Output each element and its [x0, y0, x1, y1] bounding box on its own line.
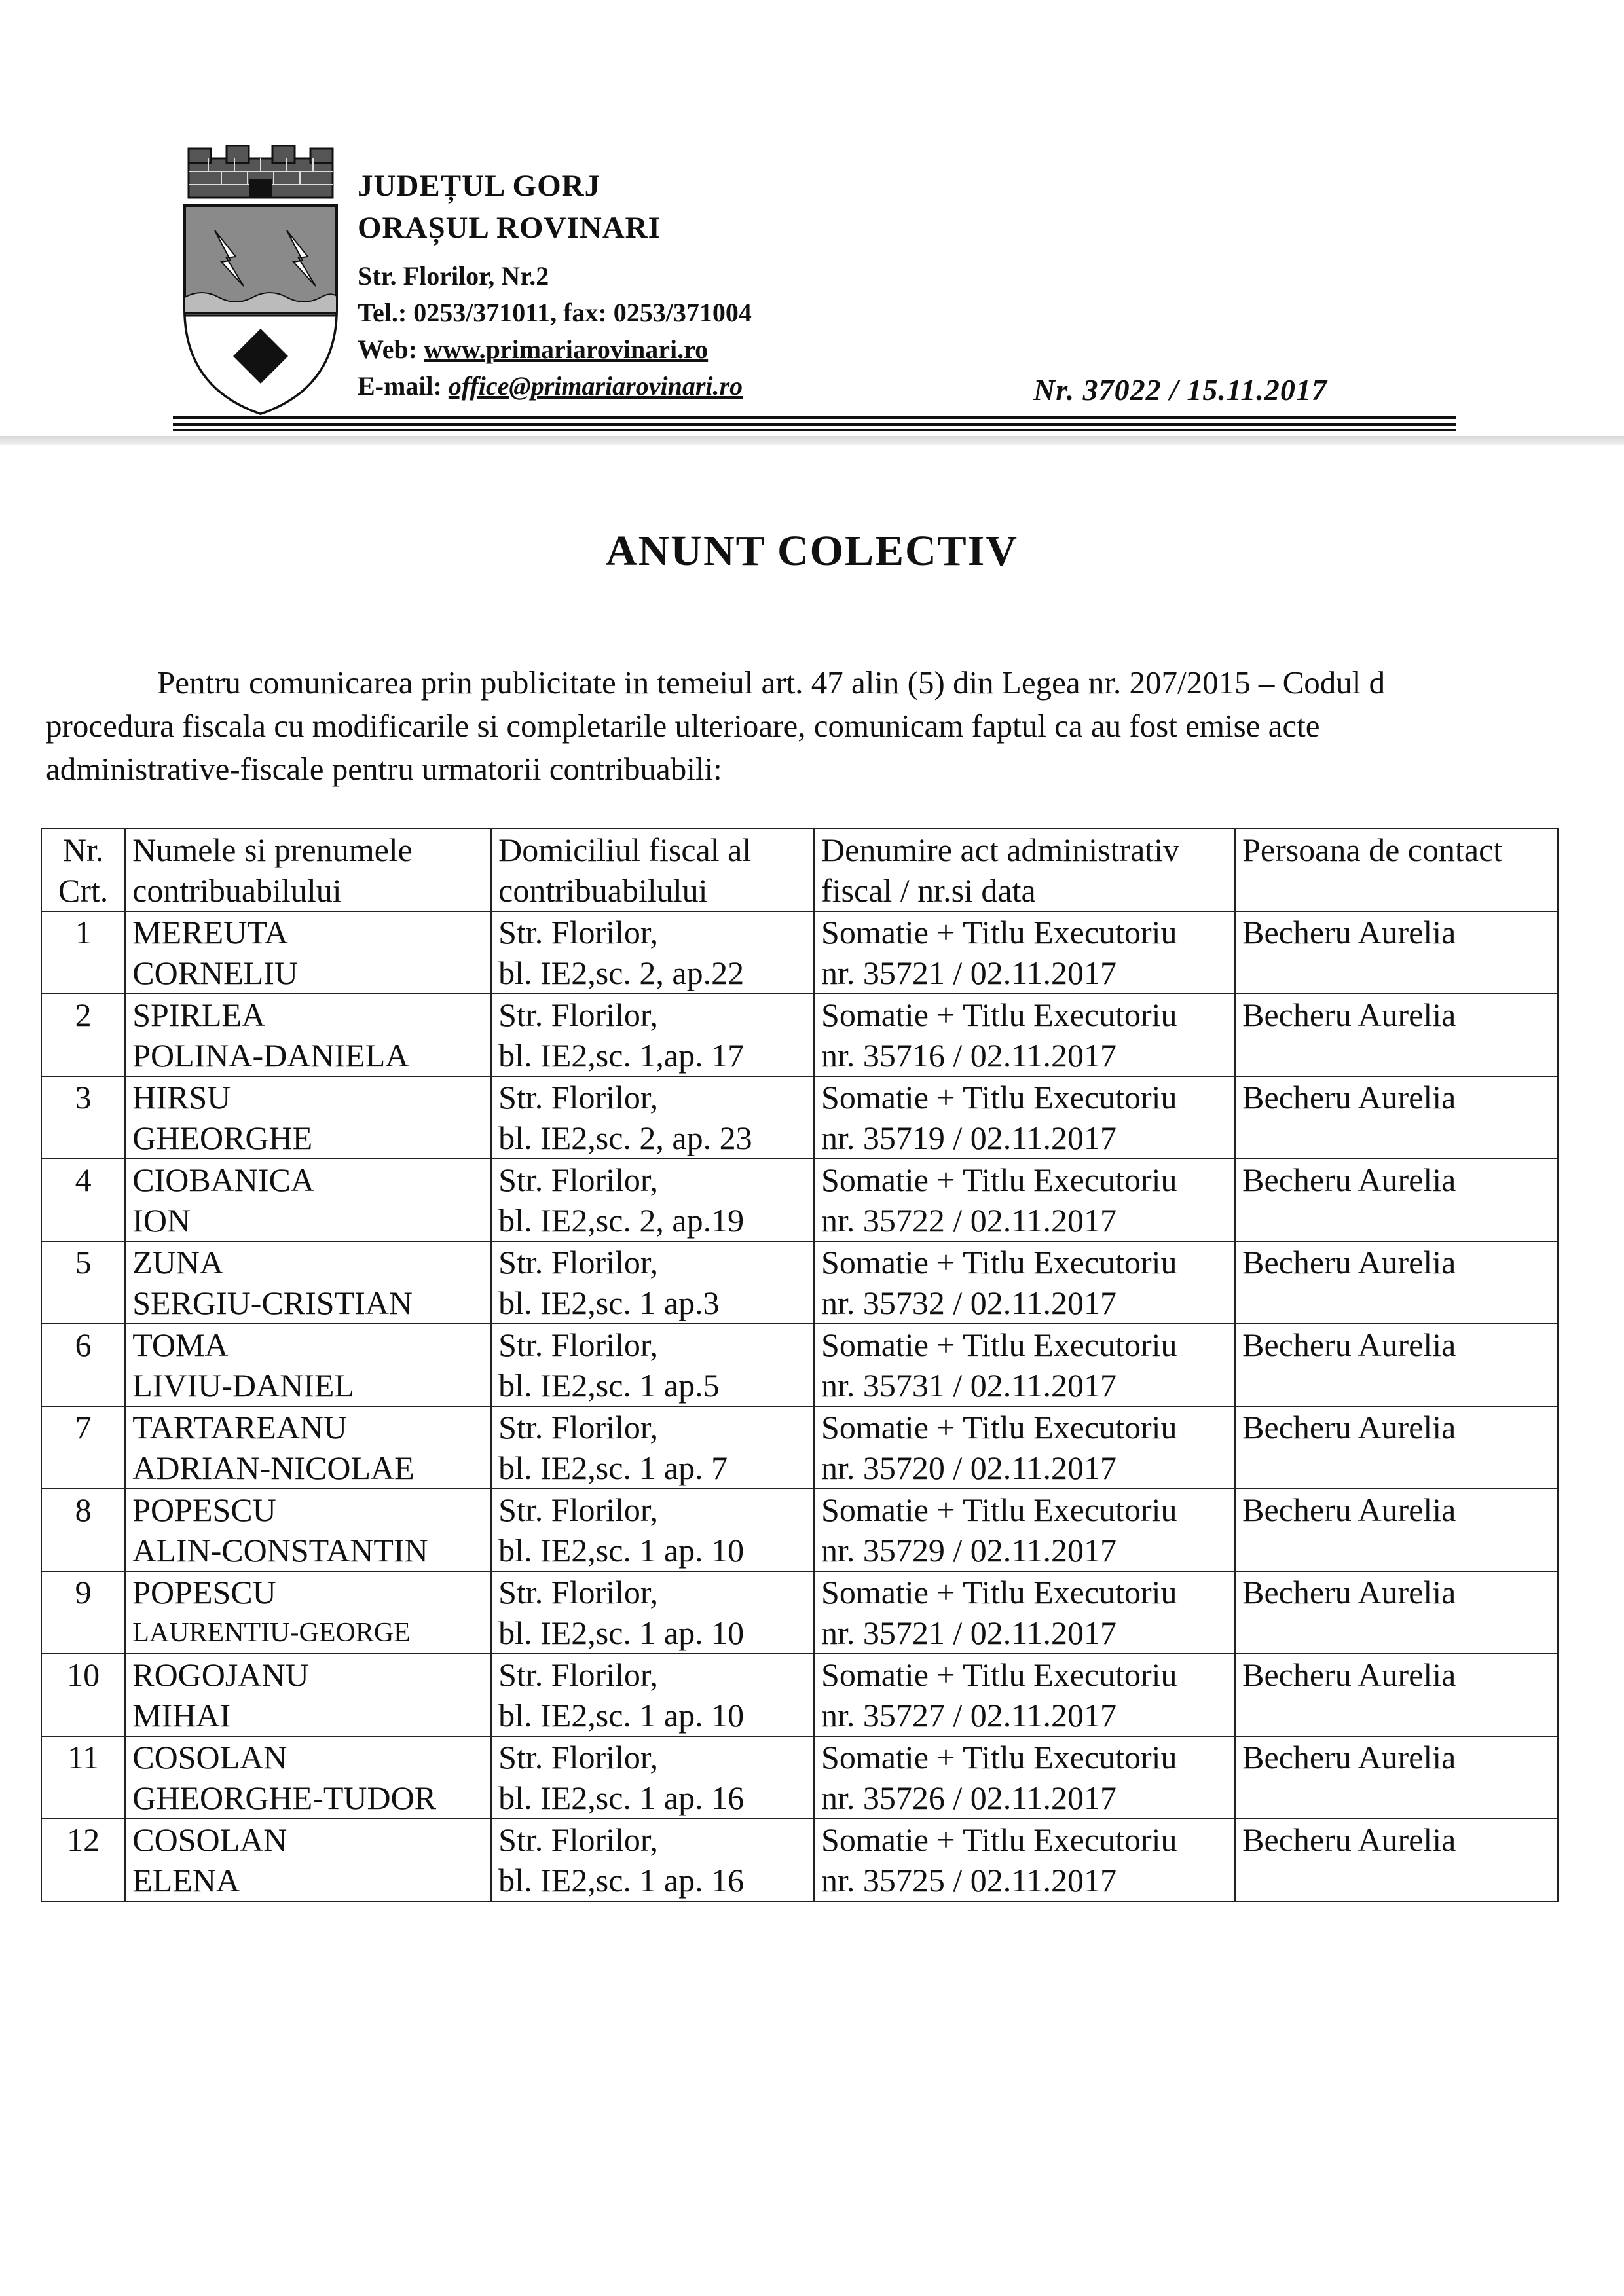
contributor-name-text: COSOLAN — [132, 1739, 287, 1776]
contributor-name-text: POPESCU — [132, 1574, 276, 1611]
contact-person-text: Becheru Aurelia — [1242, 1656, 1456, 1693]
coat-of-arms-icon — [175, 145, 346, 420]
header-domicile — [491, 829, 814, 911]
administrative-act-text: Somatie + Titlu Executoriu — [821, 1491, 1177, 1528]
fiscal-domicile-text: bl. IE2,sc. 1,ap. 17 — [498, 1037, 745, 1074]
header-label: contribuabilului — [498, 872, 708, 909]
fiscal-domicile-text: Str. Florilor, — [498, 996, 659, 1033]
intro-line: Pentru comunicarea prin publicitate in temeiul art. 47 alin (5) din Legea nr. 207/2015 – Codul d — [157, 665, 1386, 701]
fiscal-domicile — [491, 1159, 814, 1241]
row-number-text: 3 — [75, 1079, 92, 1116]
contributor-name — [125, 1159, 491, 1241]
contributor-name-text: ALIN-CONSTANTIN — [132, 1532, 428, 1569]
fiscal-domicile — [491, 1819, 814, 1901]
contact-person — [1235, 911, 1558, 994]
administrative-act-text: Somatie + Titlu Executoriu — [821, 914, 1177, 951]
administrative-act-text: nr. 35732 / 02.11.2017 — [821, 1285, 1116, 1321]
administrative-act-text: Somatie + Titlu Executoriu — [821, 1244, 1177, 1281]
contributor-name-text: POLINA-DANIELA — [132, 1037, 409, 1074]
contributor-name-text: ION — [132, 1202, 191, 1239]
contributor-name-text: MIHAI — [132, 1697, 231, 1734]
header-label: Domiciliul fiscal al — [498, 831, 752, 868]
email-link[interactable]: office@primariarovinari.ro — [448, 371, 743, 401]
header-divider — [173, 429, 1456, 431]
header-contact — [1235, 829, 1558, 911]
contributor-name — [125, 1406, 491, 1489]
fiscal-domicile-text: bl. IE2,sc. 1 ap. 7 — [498, 1449, 728, 1486]
contact-person — [1235, 1489, 1558, 1571]
county-name: JUDEȚUL GORJ — [358, 169, 601, 203]
fiscal-domicile-text: bl. IE2,sc. 2, ap. 23 — [498, 1120, 752, 1156]
row-number — [41, 911, 125, 994]
contributor-name-text: SPIRLEA — [132, 996, 266, 1033]
administrative-act — [814, 1654, 1235, 1736]
contact-person — [1235, 1324, 1558, 1406]
header-label: Persoana de contact — [1242, 831, 1503, 868]
table-row — [41, 994, 1558, 1076]
page-title: ANUNT COLECTIV — [605, 527, 1019, 575]
fiscal-domicile-text: bl. IE2,sc. 1 ap. 16 — [498, 1779, 745, 1816]
table-row — [41, 1159, 1558, 1241]
row-number-text: 10 — [67, 1656, 100, 1693]
administrative-act — [814, 911, 1235, 994]
contributor-name — [125, 1736, 491, 1819]
contributor-name-text: COSOLAN — [132, 1821, 287, 1858]
contributor-name-text: TARTAREANU — [132, 1409, 348, 1446]
administrative-act-text: nr. 35720 / 02.11.2017 — [821, 1449, 1116, 1486]
intro-line: administrative-fiscale pentru urmatorii contribuabili: — [46, 751, 722, 787]
table-row — [41, 1406, 1558, 1489]
header-label: Denumire act administrativ — [821, 831, 1180, 868]
administrative-act-text: nr. 35729 / 02.11.2017 — [821, 1532, 1116, 1569]
row-number-text: 4 — [75, 1161, 92, 1198]
administrative-act-text: Somatie + Titlu Executoriu — [821, 996, 1177, 1033]
administrative-act-text: nr. 35721 / 02.11.2017 — [821, 955, 1116, 991]
contact-person-text: Becheru Aurelia — [1242, 1409, 1456, 1446]
town-name: ORAȘUL ROVINARI — [358, 211, 661, 245]
administrative-act — [814, 1076, 1235, 1159]
header-label: Numele si prenumele — [132, 831, 413, 868]
administrative-act-text: Somatie + Titlu Executoriu — [821, 1161, 1177, 1198]
fiscal-domicile — [491, 1489, 814, 1571]
institution-header — [358, 165, 1471, 405]
contributor-name-text: POPESCU — [132, 1491, 276, 1528]
fiscal-domicile-text: bl. IE2,sc. 1 ap. 10 — [498, 1532, 745, 1569]
row-number — [41, 994, 125, 1076]
contributor-name — [125, 911, 491, 994]
row-number-text: 7 — [75, 1409, 92, 1446]
administrative-act — [814, 1736, 1235, 1819]
address: Str. Florilor, Nr.2 — [358, 261, 549, 291]
fiscal-domicile — [491, 1736, 814, 1819]
row-number-text: 11 — [67, 1739, 100, 1776]
table-row — [41, 1571, 1558, 1654]
contributor-name — [125, 1076, 491, 1159]
row-number — [41, 1571, 125, 1654]
row-number — [41, 1654, 125, 1736]
administrative-act-text: nr. 35731 / 02.11.2017 — [821, 1367, 1116, 1404]
contributor-name — [125, 1654, 491, 1736]
contributor-name — [125, 1489, 491, 1571]
contact-person-text: Becheru Aurelia — [1242, 1821, 1456, 1858]
fiscal-domicile-text: Str. Florilor, — [498, 914, 659, 951]
fiscal-domicile-text: bl. IE2,sc. 1 ap. 16 — [498, 1862, 745, 1899]
header-name — [125, 829, 491, 911]
administrative-act-text: nr. 35719 / 02.11.2017 — [821, 1120, 1116, 1156]
administrative-act-text: Somatie + Titlu Executoriu — [821, 1574, 1177, 1611]
administrative-act — [814, 1241, 1235, 1324]
fiscal-domicile-text: Str. Florilor, — [498, 1739, 659, 1776]
contact-person — [1235, 1736, 1558, 1819]
contributor-name — [125, 1819, 491, 1901]
contact-person-text: Becheru Aurelia — [1242, 914, 1456, 951]
fiscal-domicile — [491, 1406, 814, 1489]
fiscal-domicile-text: Str. Florilor, — [498, 1574, 659, 1611]
header-divider — [173, 423, 1456, 426]
fiscal-domicile — [491, 1654, 814, 1736]
header-divider — [173, 416, 1456, 419]
administrative-act — [814, 1489, 1235, 1571]
header-label: contribuabilului — [132, 872, 342, 909]
fiscal-domicile-text: Str. Florilor, — [498, 1409, 659, 1446]
contributor-name-text: GHEORGHE-TUDOR — [132, 1779, 437, 1816]
administrative-act-text: nr. 35716 / 02.11.2017 — [821, 1037, 1116, 1074]
contributor-name-text: MEREUTA — [132, 914, 288, 951]
administrative-act — [814, 1324, 1235, 1406]
row-number-text: 1 — [75, 914, 92, 951]
administrative-act — [814, 994, 1235, 1076]
administrative-act-text: Somatie + Titlu Executoriu — [821, 1079, 1177, 1116]
contributor-name-text: TOMA — [132, 1326, 229, 1363]
contributor-name-text: GHEORGHE — [132, 1120, 313, 1156]
administrative-act — [814, 1406, 1235, 1489]
fiscal-domicile — [491, 1324, 814, 1406]
contact-person-text: Becheru Aurelia — [1242, 1079, 1456, 1116]
fiscal-domicile-text: bl. IE2,sc. 2, ap.19 — [498, 1202, 745, 1239]
contact-person — [1235, 1819, 1558, 1901]
contributor-name-text: ADRIAN-NICOLAE — [132, 1449, 415, 1486]
fiscal-domicile — [491, 911, 814, 994]
intro-line: procedura fiscala cu modificarile si completarile ulterioare, comunicam faptul ca au fost emise acte — [46, 708, 1320, 744]
administrative-act-text: Somatie + Titlu Executoriu — [821, 1656, 1177, 1693]
table-row — [41, 1736, 1558, 1819]
row-number — [41, 1159, 125, 1241]
contact-person-text: Becheru Aurelia — [1242, 1244, 1456, 1281]
intro-paragraph — [46, 661, 1591, 791]
fiscal-domicile-text: Str. Florilor, — [498, 1079, 659, 1116]
fiscal-domicile — [491, 1076, 814, 1159]
contributor-name — [125, 994, 491, 1076]
administrative-act-text: nr. 35726 / 02.11.2017 — [821, 1779, 1116, 1816]
contributor-name — [125, 1324, 491, 1406]
header-nr — [41, 829, 125, 911]
administrative-act-text: nr. 35721 / 02.11.2017 — [821, 1614, 1116, 1651]
contributor-name-text: HIRSU — [132, 1079, 231, 1116]
table-row — [41, 1241, 1558, 1324]
fiscal-domicile-text: Str. Florilor, — [498, 1491, 659, 1528]
table-row — [41, 1076, 1558, 1159]
administrative-act-text: nr. 35722 / 02.11.2017 — [821, 1202, 1116, 1239]
contact-person-text: Becheru Aurelia — [1242, 1491, 1456, 1528]
fiscal-domicile-text: bl. IE2,sc. 1 ap.5 — [498, 1367, 720, 1404]
contact-person — [1235, 994, 1558, 1076]
fiscal-domicile-text: Str. Florilor, — [498, 1244, 659, 1281]
email-label: E-mail: — [358, 371, 449, 401]
fiscal-domicile-text: Str. Florilor, — [498, 1161, 659, 1198]
administrative-act-text: Somatie + Titlu Executoriu — [821, 1739, 1177, 1776]
contact-person-text: Becheru Aurelia — [1242, 1326, 1456, 1363]
web-link[interactable]: www.primariarovinari.ro — [424, 335, 709, 364]
table-row — [41, 1819, 1558, 1901]
contact-person — [1235, 1159, 1558, 1241]
contributor-name-text: LIVIU-DANIEL — [132, 1367, 354, 1404]
administrative-act-text: nr. 35727 / 02.11.2017 — [821, 1697, 1116, 1734]
table-header-row — [41, 829, 1558, 911]
table-row — [41, 911, 1558, 994]
row-number-text: 5 — [75, 1244, 92, 1281]
administrative-act — [814, 1819, 1235, 1901]
row-number-text: 12 — [67, 1821, 100, 1858]
administrative-act — [814, 1159, 1235, 1241]
row-number — [41, 1076, 125, 1159]
fiscal-domicile — [491, 1241, 814, 1324]
header-label: fiscal / nr.si data — [821, 872, 1036, 909]
contact-person-text: Becheru Aurelia — [1242, 1574, 1456, 1611]
web-label: Web: — [358, 335, 424, 364]
contributor-name-text: ZUNA — [132, 1244, 224, 1281]
row-number — [41, 1819, 125, 1901]
row-number — [41, 1489, 125, 1571]
contributor-name-text: ELENA — [132, 1862, 240, 1899]
row-number-text: 8 — [75, 1491, 92, 1528]
contact-person-text: Becheru Aurelia — [1242, 1739, 1456, 1776]
contact-person-text: Becheru Aurelia — [1242, 1161, 1456, 1198]
administrative-act-text: Somatie + Titlu Executoriu — [821, 1821, 1177, 1858]
table-row — [41, 1489, 1558, 1571]
fiscal-domicile-text: Str. Florilor, — [498, 1821, 659, 1858]
contributor-name-text: SERGIU-CRISTIAN — [132, 1285, 413, 1321]
contributor-name — [125, 1241, 491, 1324]
fiscal-domicile-text: bl. IE2,sc. 1 ap. 10 — [498, 1614, 745, 1651]
document-number: Nr. 37022 / 15.11.2017 — [1033, 373, 1327, 407]
header-label: Crt. — [58, 872, 109, 909]
row-number — [41, 1736, 125, 1819]
administrative-act-text: nr. 35725 / 02.11.2017 — [821, 1862, 1116, 1899]
contributor-name-text: CORNELIU — [132, 955, 298, 991]
contributors-table — [41, 828, 1559, 1902]
table-row — [41, 1654, 1558, 1736]
fiscal-domicile-text: bl. IE2,sc. 1 ap.3 — [498, 1285, 720, 1321]
administrative-act-text: Somatie + Titlu Executoriu — [821, 1326, 1177, 1363]
web-line — [358, 331, 1471, 368]
contributor-name — [125, 1571, 491, 1654]
fiscal-domicile-text: Str. Florilor, — [498, 1326, 659, 1363]
contact-person-text: Becheru Aurelia — [1242, 996, 1456, 1033]
scan-artifact-band — [0, 436, 1624, 445]
header-act — [814, 829, 1235, 911]
contact-person — [1235, 1571, 1558, 1654]
contributor-name-text: CIOBANICA — [132, 1161, 315, 1198]
contact-person — [1235, 1654, 1558, 1736]
table-row — [41, 1324, 1558, 1406]
row-number — [41, 1241, 125, 1324]
contact-person — [1235, 1241, 1558, 1324]
contributor-name-text: LAURENTIU-GEORGE — [132, 1618, 411, 1648]
contact-person — [1235, 1406, 1558, 1489]
fiscal-domicile — [491, 994, 814, 1076]
administrative-act — [814, 1571, 1235, 1654]
fiscal-domicile-text: Str. Florilor, — [498, 1656, 659, 1693]
contact-person — [1235, 1076, 1558, 1159]
fiscal-domicile-text: bl. IE2,sc. 2, ap.22 — [498, 955, 745, 991]
contributor-name-text: ROGOJANU — [132, 1656, 309, 1693]
fiscal-domicile-text: bl. IE2,sc. 1 ap. 10 — [498, 1697, 745, 1734]
row-number-text: 9 — [75, 1574, 92, 1611]
fiscal-domicile — [491, 1571, 814, 1654]
administrative-act-text: Somatie + Titlu Executoriu — [821, 1409, 1177, 1446]
row-number-text: 6 — [75, 1326, 92, 1363]
phone-fax: Tel.: 0253/371011, fax: 0253/371004 — [358, 298, 752, 327]
row-number — [41, 1324, 125, 1406]
row-number-text: 2 — [75, 996, 92, 1033]
header-label: Nr. — [62, 831, 104, 868]
row-number — [41, 1406, 125, 1489]
